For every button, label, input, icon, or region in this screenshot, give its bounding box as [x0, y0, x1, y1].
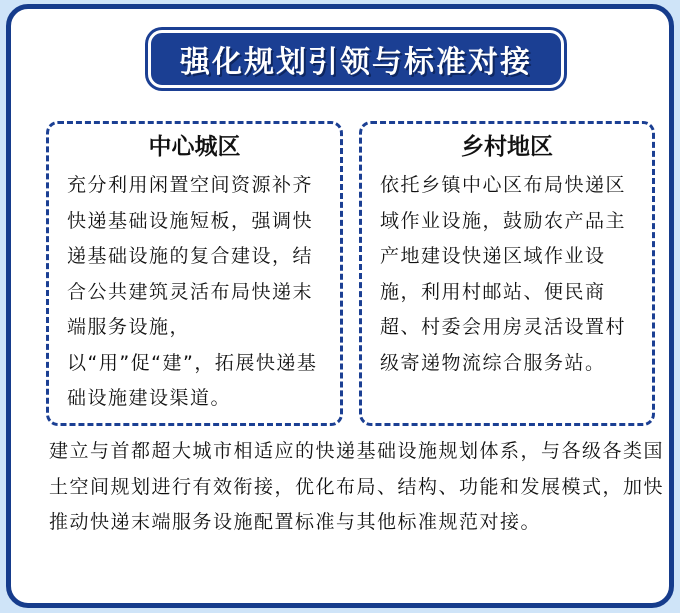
rural-heading: 乡村地区: [461, 134, 553, 160]
rural-section: [359, 121, 655, 426]
urban-body: 充分利用闲置空间资源补齐快递基础设施短板，强调快递基础设施的复合建设，结合公共建筑灵活布局快递末端服务设施，以“用”促“建”，拓展快递基础设施建设渠道。: [67, 174, 318, 409]
title-banner: [148, 30, 564, 88]
conclusion-text: 建立与首都超大城市相适应的快递基础设施规划体系，与各级各类国土空间规划进行有效衔接，优化布局、结构、功能和发展模式，加快推动快递末端服务设施配置标准与其他标准规范对接。: [49, 440, 665, 533]
urban-heading: 中心城区: [148, 134, 241, 160]
urban-section: [46, 121, 343, 426]
rural-body: 依托乡镇中心区布局快递区域作业设施，鼓励农产品主产地建设快递区域作业设施，利用村邮站、便民商超、村委会用房灵活设置村级寄递物流综合服务站。: [380, 174, 627, 374]
infographic-panel: [6, 4, 674, 608]
page-title: 强化规划引领与标准对接: [180, 45, 532, 80]
